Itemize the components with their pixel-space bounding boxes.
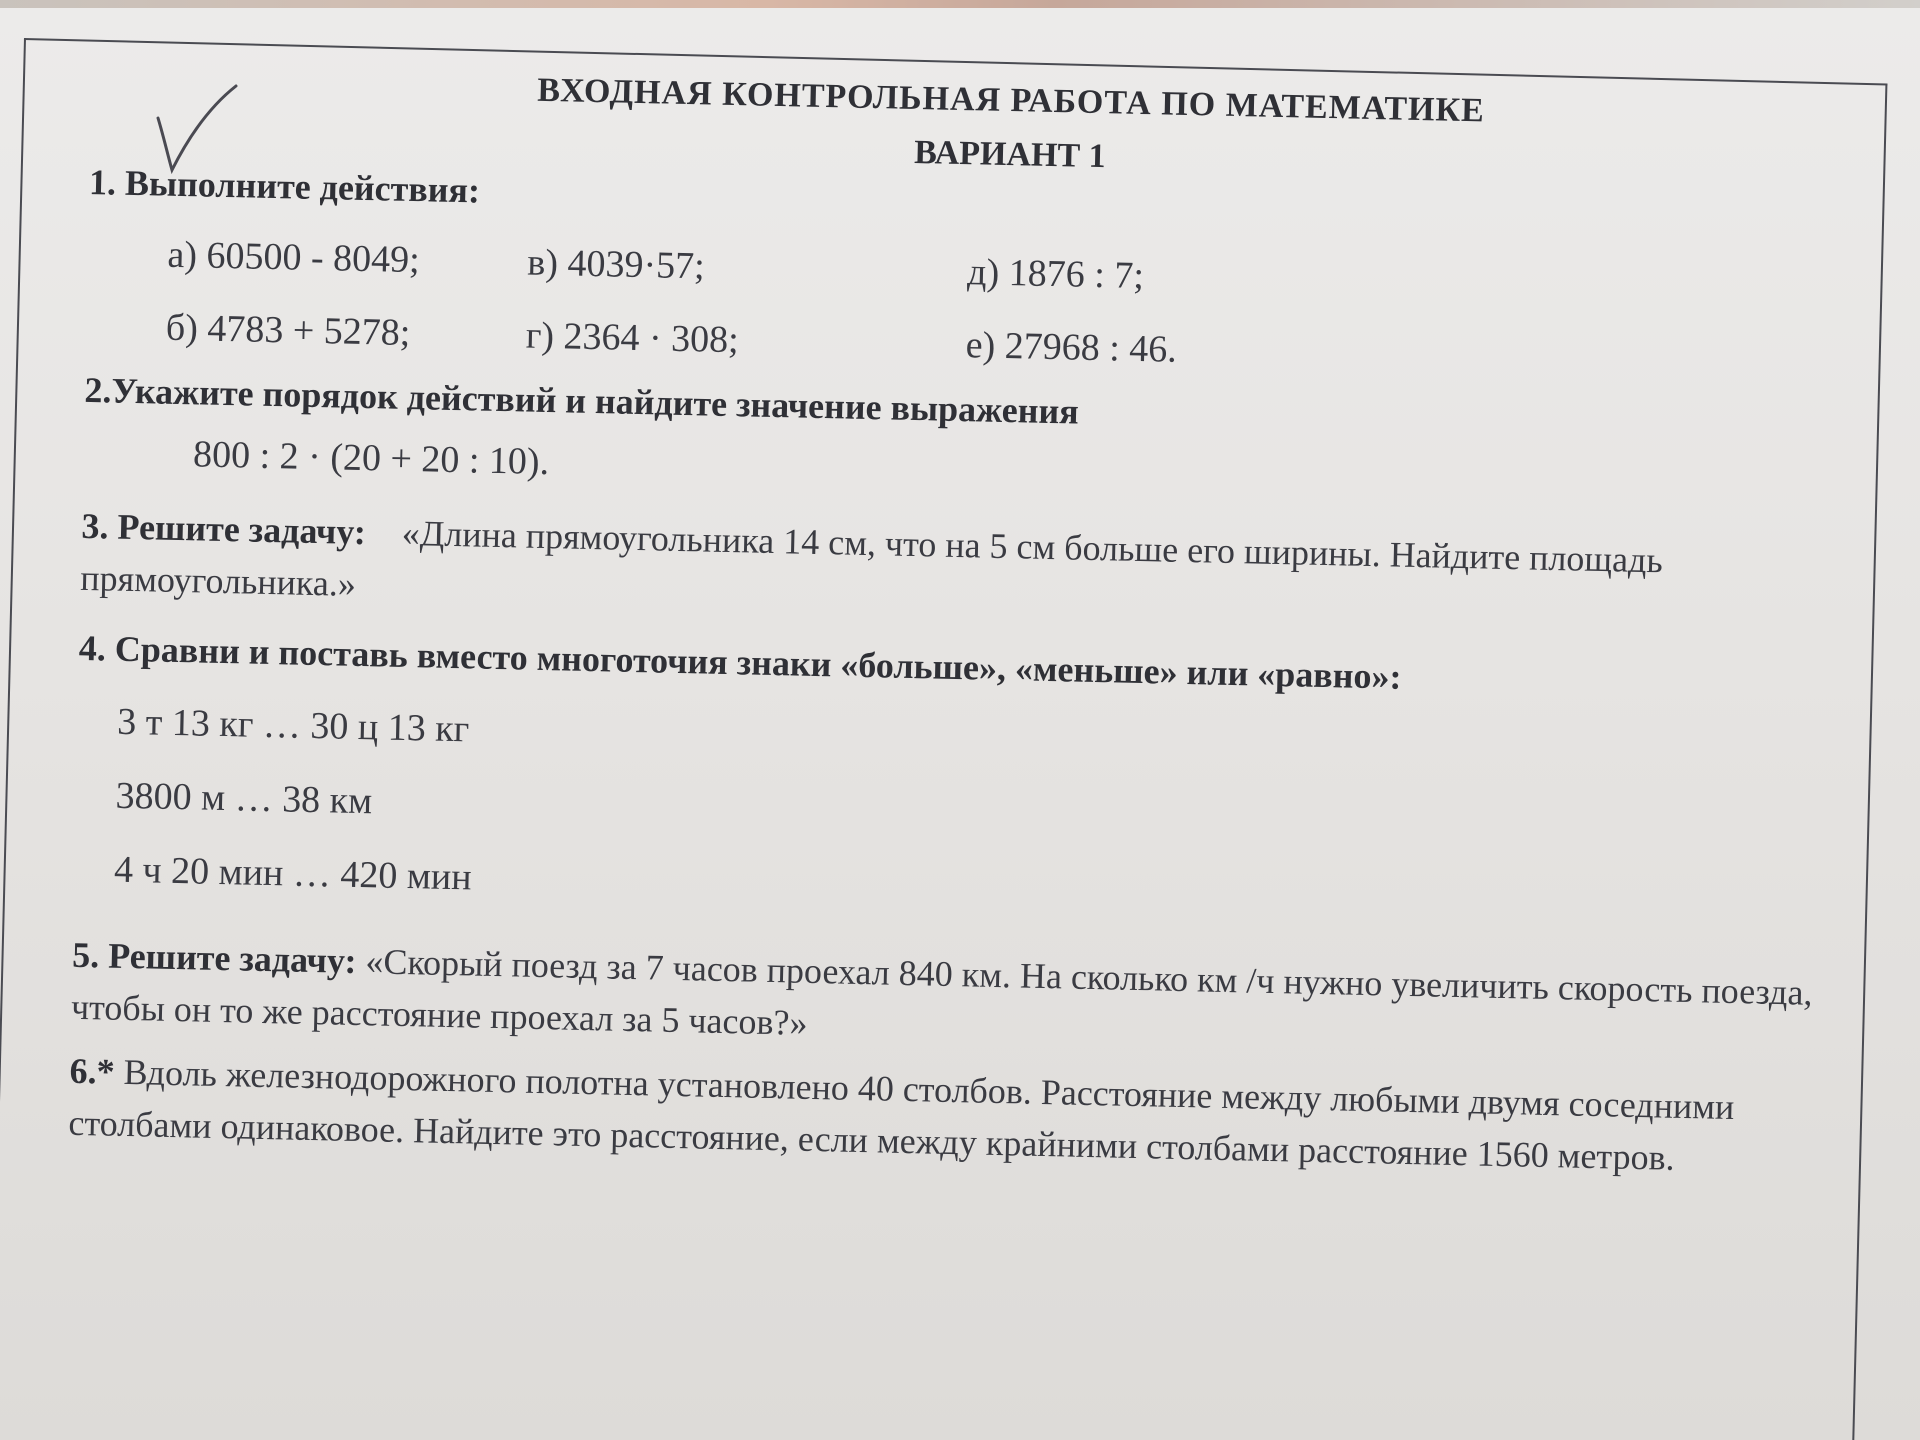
operation-item: а) 60500 - 8049; (167, 233, 421, 282)
task-3 (80, 500, 1842, 643)
task-5-text: «Скорый поезд за 7 часов проехал 840 км. На сколько км /ч нужно увеличить скорость поезда, чтобы он то же расстояние проехал за 5 часов?» (70, 940, 1813, 1043)
task-4-heading: 4. Сравни и поставь вместо многоточия знаки «больше», «меньше» или «равно»: (78, 627, 1402, 697)
task-4-comparisons (113, 685, 1837, 945)
comparison-line: 3 т 13 кг … 30 ц 13 кг (116, 700, 470, 751)
operation-item: г) 2364 · 308; (525, 314, 740, 362)
page-title: ВХОДНАЯ КОНТРОЛЬНАЯ РАБОТА ПО МАТЕМАТИКЕ (536, 71, 1486, 130)
operation-item: б) 4783 + 5278; (165, 306, 411, 355)
task-5-heading: 5. Решите задачу: (71, 934, 357, 981)
task-2 (83, 364, 1845, 518)
task-3-text: «Длина прямоугольника 14 см, что на 5 см больше его ширины. Найдите площадь прямоугольника.» (80, 512, 1664, 604)
task-3-heading: 3. Решите задачу: (81, 505, 367, 552)
worksheet-content (68, 48, 1852, 1187)
task-1-heading: 1. Выполните действия: (88, 161, 481, 211)
task-2-heading: 2.Укажите порядок действий и найдите значение выражения (84, 370, 1080, 432)
operation-item: е) 27968 : 46. (965, 324, 1178, 372)
task-1 (85, 156, 1849, 393)
worksheet-page (0, 8, 1920, 1440)
task-1-operations (165, 228, 1847, 393)
task-4 (73, 622, 1839, 945)
variant-label: ВАРИАНТ 1 (913, 133, 1107, 176)
comparison-line: 3800 м … 38 км (115, 775, 373, 823)
comparison-line: 4 ч 20 мин … 420 мин (113, 849, 473, 899)
task-6-number: 6.* (69, 1050, 116, 1092)
operation-item: в) 4039·57; (526, 241, 706, 288)
task-6-text: Вдоль железнодорожного полотна установлено 40 столбов. Расстояние между любыми двумя соседними столбами одинаковое. Найдите это расстояние, если между крайними столбами расстояние 1560 метров. (68, 1051, 1735, 1178)
task-2-expression: 800 : 2 · (20 + 20 : 10). (192, 432, 550, 483)
operation-item: д) 1876 : 7; (966, 251, 1145, 298)
